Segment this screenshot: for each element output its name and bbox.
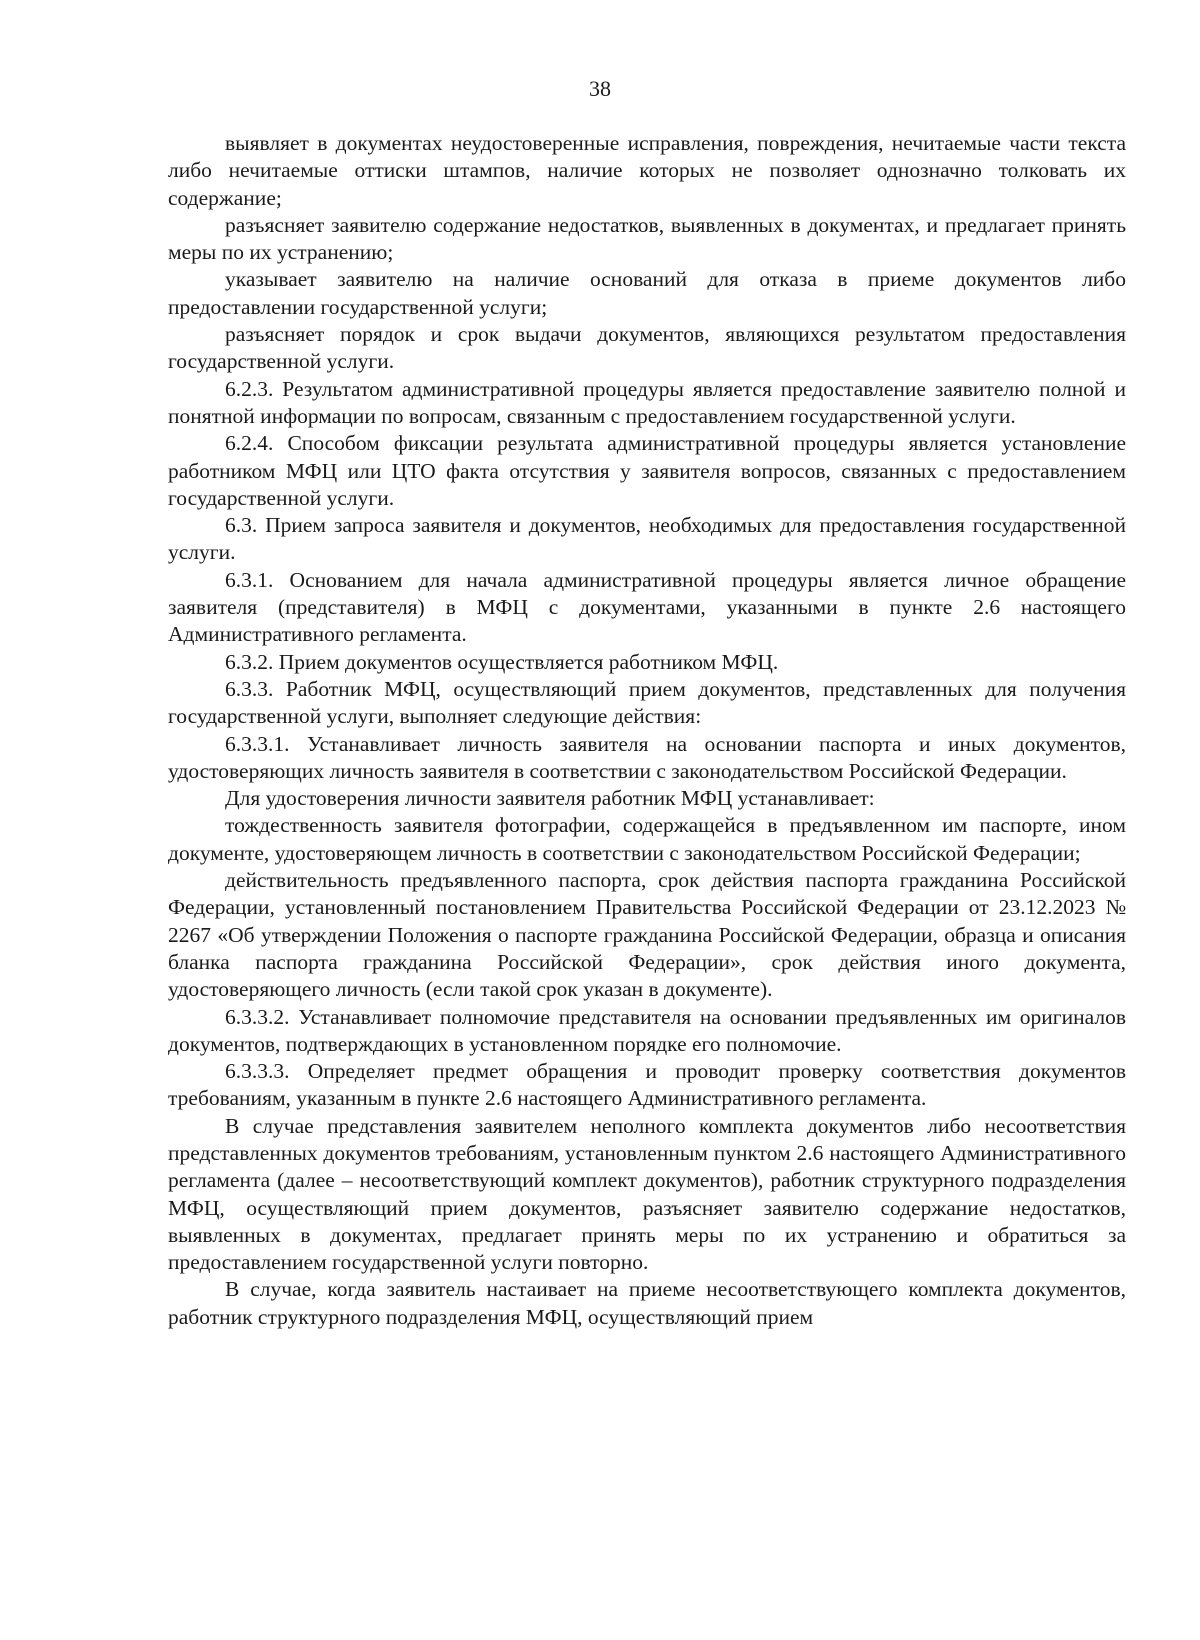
paragraph: Для удостоверения личности заявителя работник МФЦ устанавливает:	[225, 786, 875, 811]
paragraph: 6.3.2. Прием документов осуществляется работником МФЦ.	[225, 649, 779, 674]
paragraph: 6.3.3.3. Определяет предмет обращения и проводит проверку соответствия документов требованиям, указанным в пункте 2.6 настоящего Административного регламента.	[168, 1059, 1126, 1111]
paragraph: В случае, когда заявитель настаивает на приеме несоответствующего комплекта документов, работник структурного подразделения МФЦ, осуществляющий прием	[168, 1277, 1126, 1329]
paragraph: действительность предъявленного паспорта, срок действия паспорта гражданина Российской Федерации, установленный постановлением Правительства Российской Федерации от 23.12.2023 № 2267 «Об утверждении Положения о паспорте гражданина Российской Федерации, образца и описания бланка паспорта гражданина Российской Федерации», срок действия иного документа, удостоверяющего личность (если такой срок указан в документе).	[168, 868, 1126, 1002]
paragraph: разъясняет заявителю содержание недостатков, выявленных в документах, и предлагает принять меры по их устранению;	[168, 212, 1126, 265]
paragraph: 6.2.3. Результатом административной процедуры является предоставление заявителю полной и понятной информации по вопросам, связанным с предоставлением государственной услуги.	[168, 376, 1126, 428]
paragraph: выявляет в документах неудостоверенные исправления, повреждения, нечитаемые части текста либо нечитаемые оттиски штампов, наличие которых не позволяет однозначно толковать их содержание;	[168, 131, 1126, 210]
paragraph: тождественность заявителя фотографии, содержащейся в предъявленном им паспорте, ином документе, удостоверяющем личность в соответствии с законодательством Российской Федерации;	[168, 813, 1126, 865]
paragraph: разъясняет порядок и срок выдачи документов, являющихся результатом предоставления государственной услуги.	[168, 322, 1126, 374]
paragraph: 6.2.4. Способом фиксации результата административной процедуры является установление работником МФЦ или ЦТО факта отсутствия у заявителя вопросов, связанных с предоставлением государственной услуги.	[168, 431, 1126, 510]
page-number: 38	[589, 76, 611, 101]
paragraph: 6.3.3.1. Устанавливает личность заявителя на основании паспорта и иных документов, удостоверяющих личность заявителя в соответствии с законодательством Российской Федерации.	[168, 731, 1126, 783]
paragraph: 6.3.3.2. Устанавливает полномочие представителя на основании предъявленных им оригиналов документов, подтверждающих в установленном порядке его полномочие.	[168, 1004, 1126, 1056]
paragraph: 6.3. Прием запроса заявителя и документов, необходимых для предоставления государственной услуги.	[168, 513, 1126, 565]
paragraph: указывает заявителю на наличие оснований для отказа в приеме документов либо предоставлении государственной услуги;	[168, 267, 1126, 319]
document-body	[168, 130, 1126, 1331]
paragraph: 6.3.3. Работник МФЦ, осуществляющий прием документов, представленных для получения государственной услуги, выполняет следующие действия:	[168, 676, 1126, 729]
paragraph: 6.3.1. Основанием для начала административной процедуры является личное обращение заявителя (представителя) в МФЦ с документами, указанными в пункте 2.6 настоящего Административного регламента.	[168, 567, 1126, 647]
paragraph: В случае представления заявителем неполного комплекта документов либо несоответствия представленных документов требованиям, установленным пунктом 2.6 настоящего Административного регламента (далее – несоответствующий комплект документов), работник структурного подразделения МФЦ, осуществляющий прием документов, разъясняет заявителю содержание недостатков, выявленных в документах, предлагает принять меры по их устранению и обратиться за предоставлением государственной услуги повторно.	[168, 1113, 1126, 1275]
